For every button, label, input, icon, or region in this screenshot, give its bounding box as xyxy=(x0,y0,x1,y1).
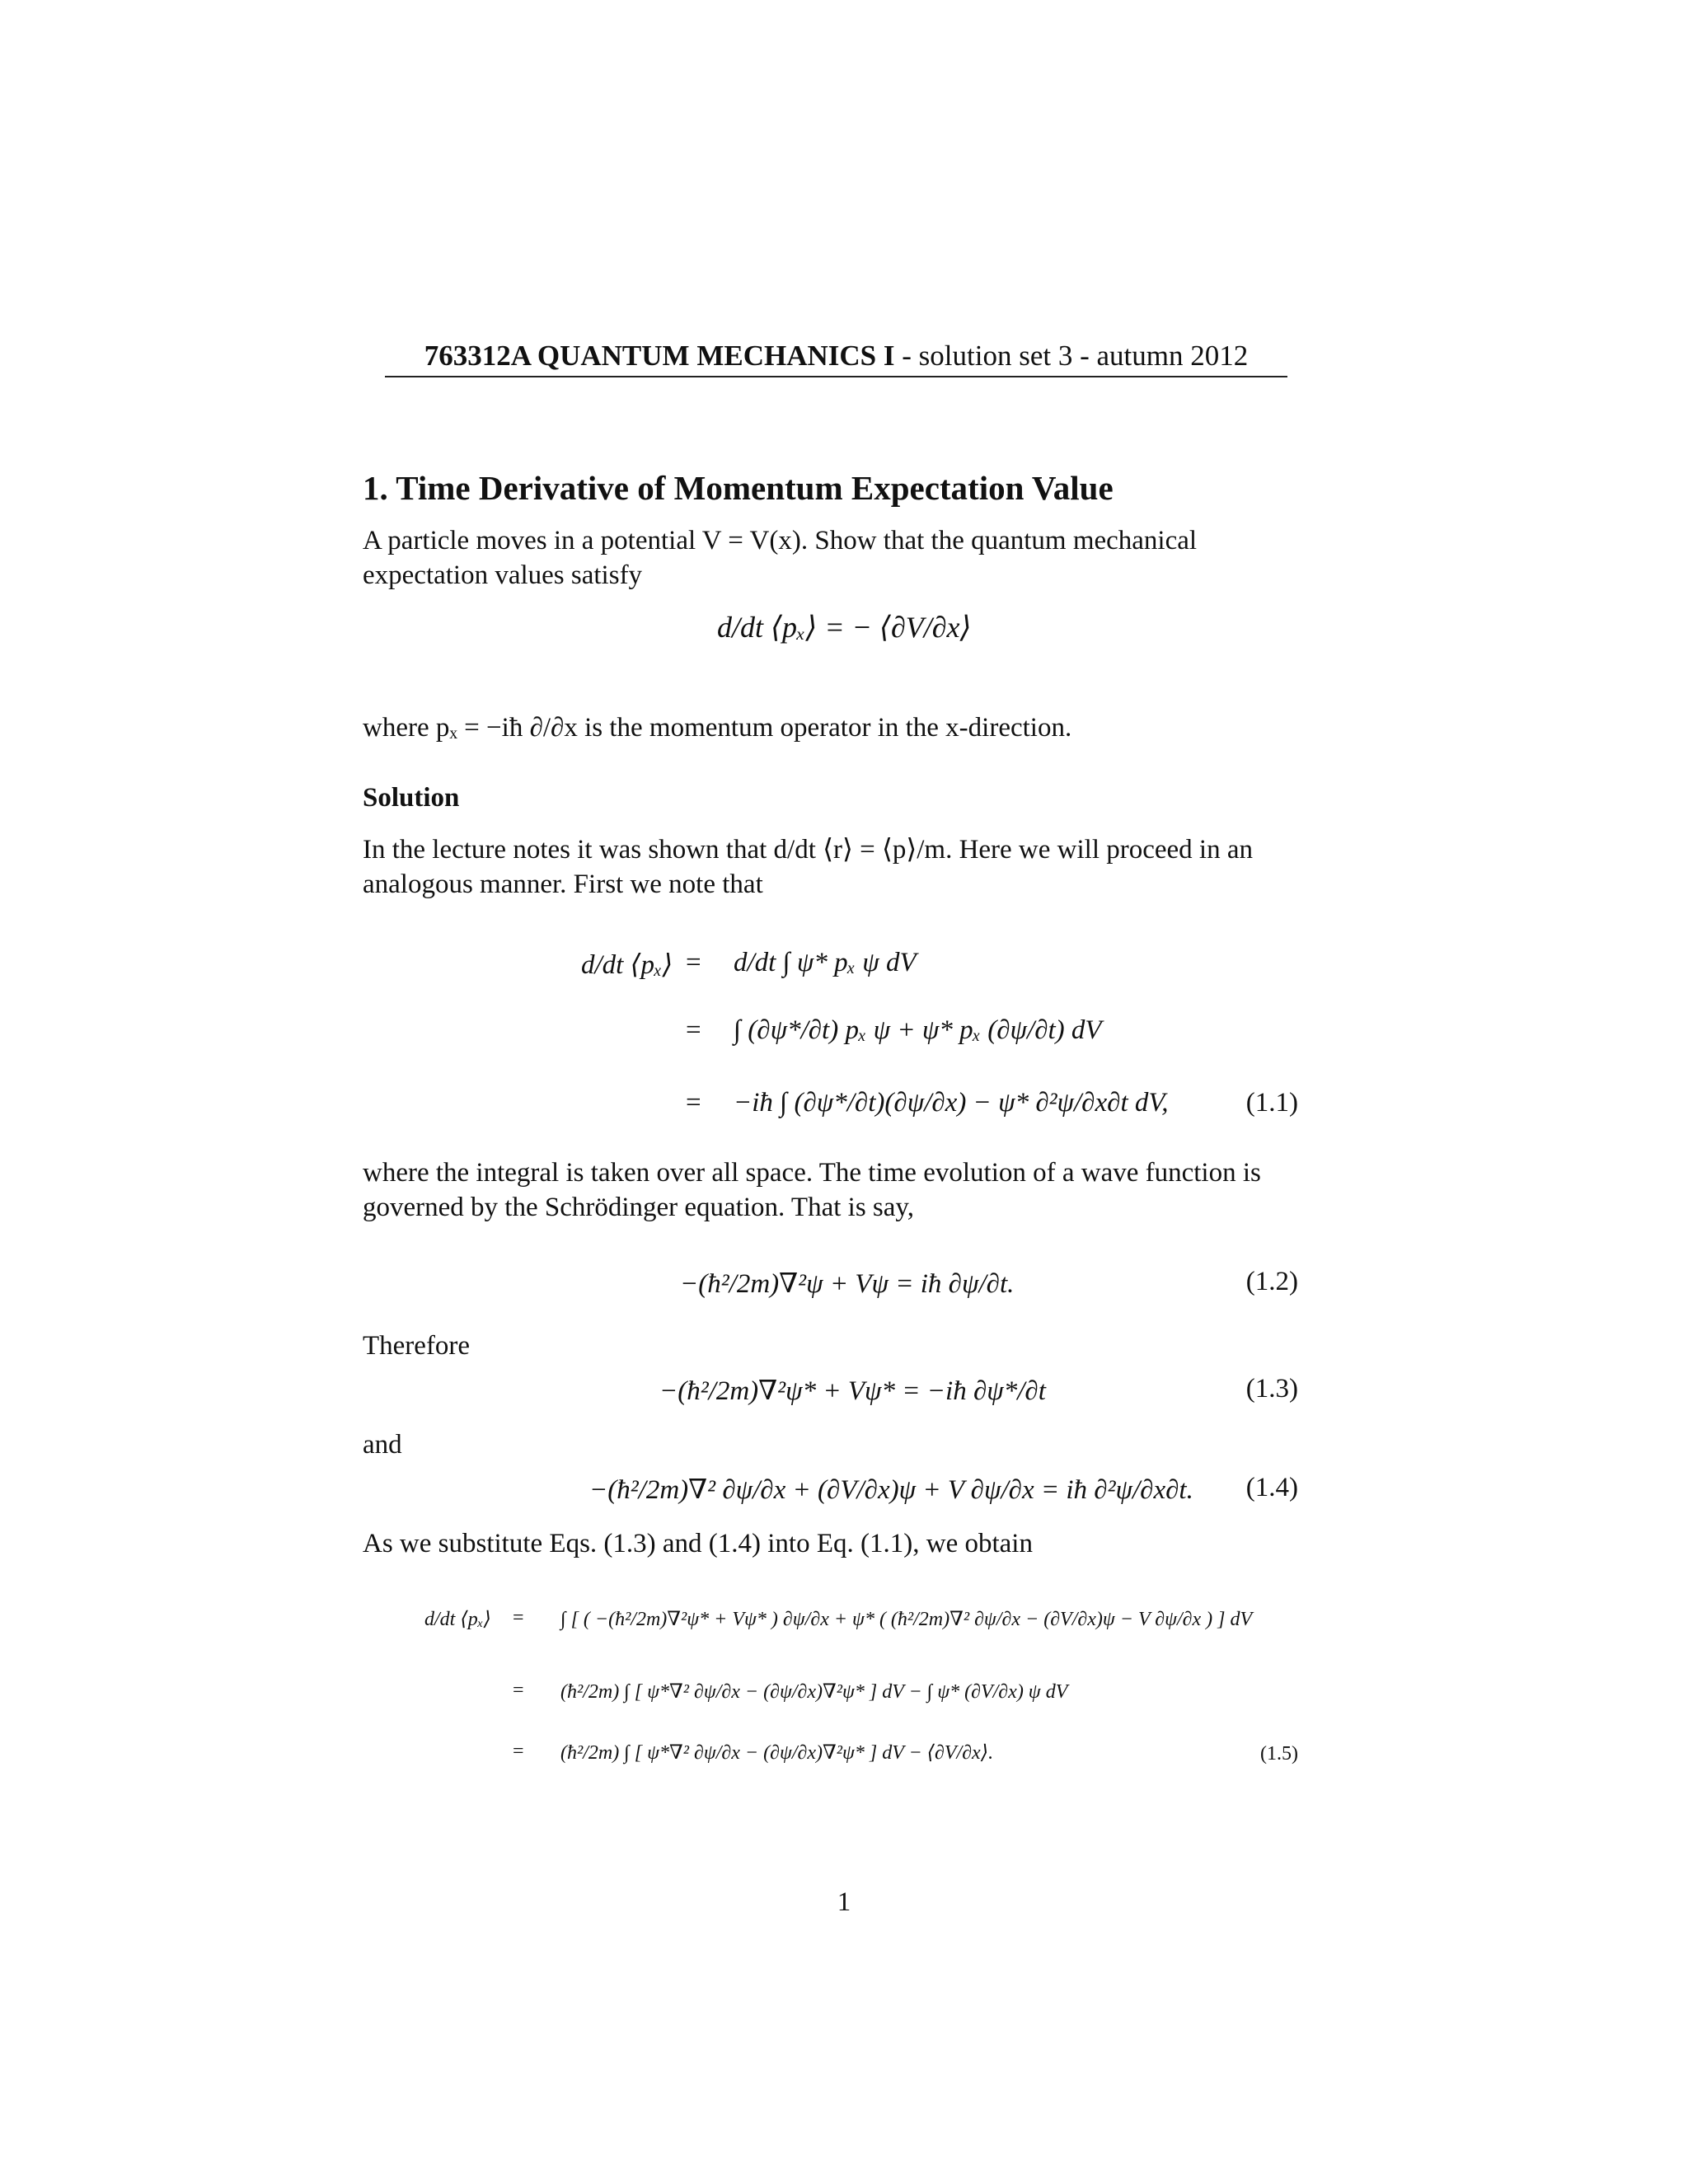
eq-1-1-line3: −iħ ∫ (∂ψ*/∂t)(∂ψ/∂x) − ψ* ∂²ψ/∂x∂t dV, xyxy=(734,1088,1169,1118)
eq-1-1-lhs: d/dt ⟨pₓ⟩ xyxy=(581,950,673,980)
solution-intro: In the lecture notes it was shown that d/dt ⟨r⟩ = ⟨p⟩/m. Here we will proceed in an analogous manner. First we note that xyxy=(363,835,1253,899)
page-number: 1 xyxy=(837,1887,851,1917)
problem-equation: d/dt ⟨pₓ⟩ = − ⟨∂V/∂x⟩ xyxy=(717,611,972,644)
eq-1-1-eq-sign-3: = xyxy=(686,1088,701,1118)
therefore-label: Therefore xyxy=(363,1331,471,1361)
eq-1-1-line2: ∫ (∂ψ*/∂t) pₓ ψ + ψ* pₓ (∂ψ/∂t) dV xyxy=(734,1015,1102,1045)
eq-1-1-eq-sign-1: = xyxy=(686,948,701,977)
eq-1-5-line2: (ħ²/2m) ∫ [ ψ*∇² ∂ψ/∂x − (∂ψ/∂x)∇²ψ* ] dV − ∫ ψ* (∂V/∂x) ψ dV xyxy=(560,1681,1068,1703)
eq-1-1-line1: d/dt ∫ ψ* pₓ ψ dV xyxy=(734,948,917,977)
eq-1-4: −(ħ²/2m)∇² ∂ψ/∂x + (∂V/∂x)ψ + V ∂ψ/∂x = iħ ∂²ψ/∂x∂t. xyxy=(589,1475,1193,1505)
course-code: 763312A QUANTUM MECHANICS I xyxy=(424,340,895,372)
eq-1-5-lhs: d/dt ⟨pₓ⟩ xyxy=(424,1609,491,1630)
eq-1-2: −(ħ²/2m)∇²ψ + Vψ = iħ ∂ψ/∂t. xyxy=(680,1269,1015,1299)
eq-1-5-eq-sign-2: = xyxy=(513,1680,524,1701)
header-subtitle: - solution set 3 - autumn 2012 xyxy=(894,340,1249,372)
substitute-text: As we substitute Eqs. (1.3) and (1.4) into Eq. (1.1), we obtain xyxy=(363,1529,1033,1558)
eq-1-5-line3: (ħ²/2m) ∫ [ ψ*∇² ∂ψ/∂x − (∂ψ/∂x)∇²ψ* ] dV − ⟨∂V/∂x⟩. xyxy=(560,1742,994,1764)
section-title: 1. Time Derivative of Momentum Expectation Value xyxy=(363,469,1114,507)
eq-1-5-number: (1.5) xyxy=(1260,1743,1298,1765)
eq-1-2-number: (1.2) xyxy=(1245,1267,1298,1296)
eq-1-4-number: (1.4) xyxy=(1245,1473,1298,1502)
problem-text: A particle moves in a potential V = V(x). Show that the quantum mechanical expectation values satisfy xyxy=(363,526,1198,590)
eq-1-5-line1: ∫ [ ( −(ħ²/2m)∇²ψ* + Vψ* ) ∂ψ/∂x + ψ* ( (ħ²/2m)∇² ∂ψ/∂x − (∂V/∂x)ψ − V ∂ψ/∂x ) ] dV xyxy=(560,1609,1253,1630)
page-header xyxy=(385,340,1287,377)
eq-1-1-eq-sign-2: = xyxy=(686,1015,701,1045)
eq-1-3: −(ħ²/2m)∇²ψ* + Vψ* = −iħ ∂ψ*/∂t xyxy=(659,1376,1046,1406)
eq-1-5-eq-sign-3: = xyxy=(513,1741,524,1762)
solution-heading: Solution xyxy=(363,783,460,813)
schrodinger-intro: where the integral is taken over all space. The time evolution of a wave function is governed by the Schrödinger equation. That is say, xyxy=(363,1158,1261,1222)
problem-after-text: where pₓ = −iħ ∂/∂x is the momentum operator in the x-direction. xyxy=(363,713,1072,743)
and-label: and xyxy=(363,1430,402,1460)
eq-1-1-number: (1.1) xyxy=(1245,1088,1298,1118)
eq-1-5-eq-sign-1: = xyxy=(513,1607,524,1629)
eq-1-3-number: (1.3) xyxy=(1245,1374,1298,1404)
